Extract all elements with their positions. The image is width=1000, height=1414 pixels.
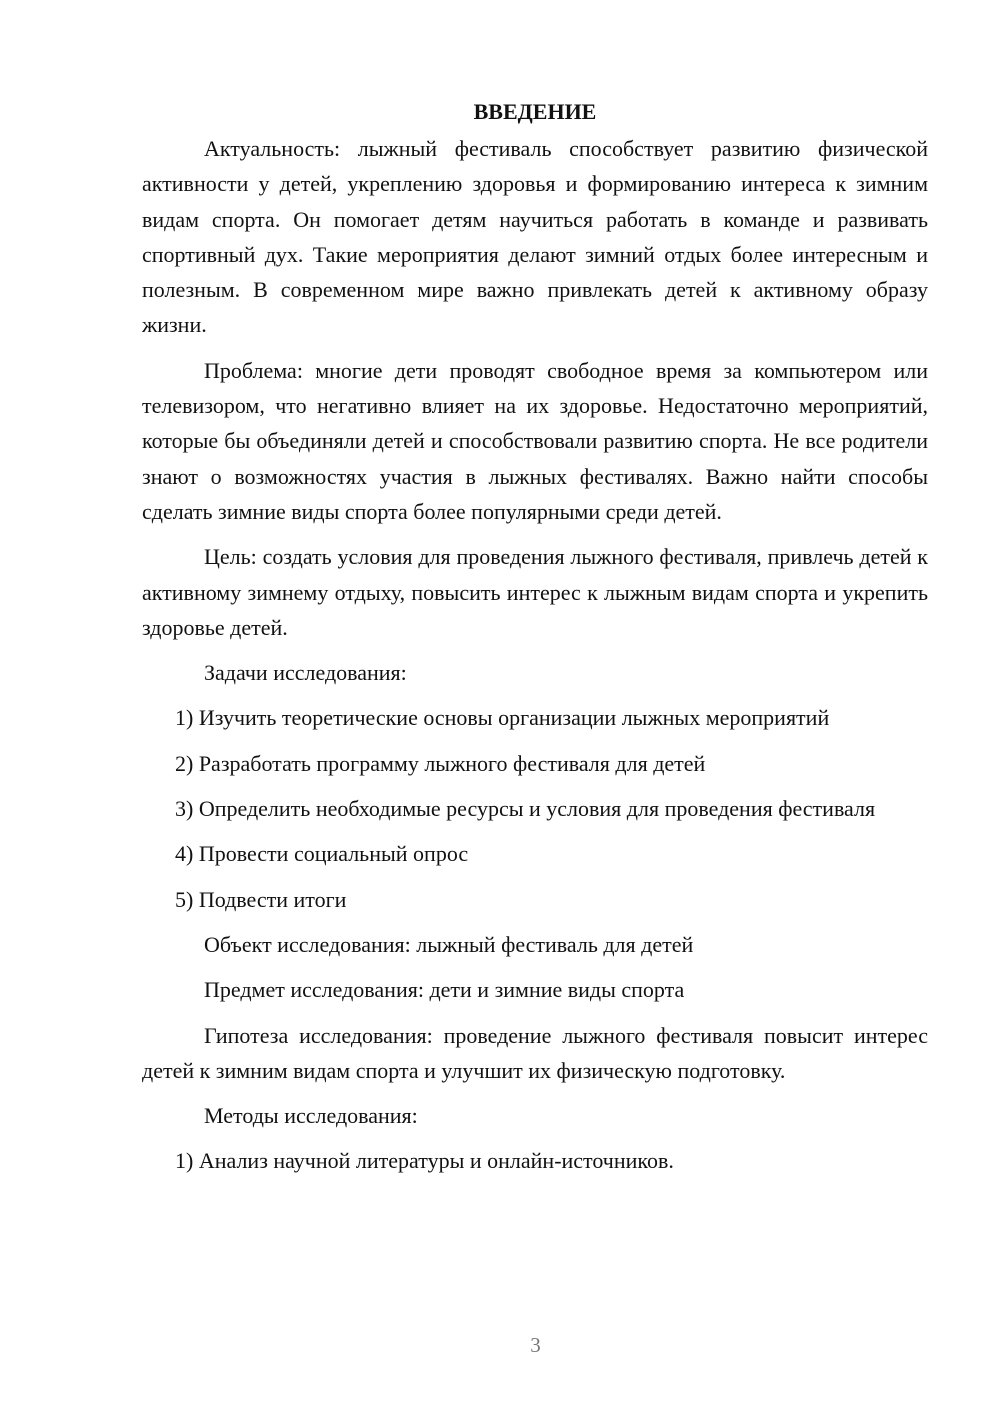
paragraph: Гипотеза исследования: проведение лыжного фестиваля повысит интерес детей к зимним видам спорта и улучшит их физическую подготовку. bbox=[142, 1022, 928, 1083]
paragraph: Цель: создать условия для проведения лыжного фестиваля, привлечь детей к активному зимнему отдыху, повысить интерес к лыжным видам спорта и укрепить здоровье детей. bbox=[142, 544, 928, 640]
list-item: 1) Анализ научной литературы и онлайн-источников. bbox=[175, 1148, 674, 1174]
section-title: ВВЕДЕНИЕ bbox=[473, 99, 597, 124]
list-item: 2) Разработать программу лыжного фестиваля для детей bbox=[175, 750, 706, 776]
paragraph: Задачи исследования: bbox=[204, 660, 407, 686]
list-item: 5) Подвести итоги bbox=[175, 886, 347, 912]
list-item: 4) Провести социальный опрос bbox=[175, 841, 469, 867]
paragraph: Предмет исследования: дети и зимние виды спорта bbox=[204, 977, 685, 1003]
page-number: 3 bbox=[530, 1333, 541, 1357]
body-text bbox=[142, 131, 928, 1179]
document-page bbox=[142, 95, 928, 1179]
paragraph: Проблема: многие дети проводят свободное время за компьютером или телевизором, что негативно влияет на их здоровье. Недостаточно мероприятий, которые бы объединяли детей и способствовали развитию спорта. Не все родители знают о возможностях участия в лыжных фестивалях. Важно найти способы сделать зимние виды спорта более популярными среди детей. bbox=[142, 357, 928, 524]
paragraph: Объект исследования: лыжный фестиваль для детей bbox=[204, 931, 694, 957]
list-item: 3) Определить необходимые ресурсы и условия для проведения фестиваля bbox=[175, 796, 876, 822]
list-item: 1) Изучить теоретические основы организации лыжных мероприятий bbox=[175, 705, 830, 731]
paragraph: Методы исследования: bbox=[204, 1103, 418, 1129]
paragraph: Актуальность: лыжный фестиваль способствует развитию физической активности у детей, укреплению здоровья и формированию интереса к зимним видам спорта. Он помогает детям научиться работать в команде и развивать спортивный дух. Такие мероприятия делают зимний отдых более интересным и полезным. В современном мире важно привлекать детей к активному образу жизни. bbox=[142, 136, 928, 338]
